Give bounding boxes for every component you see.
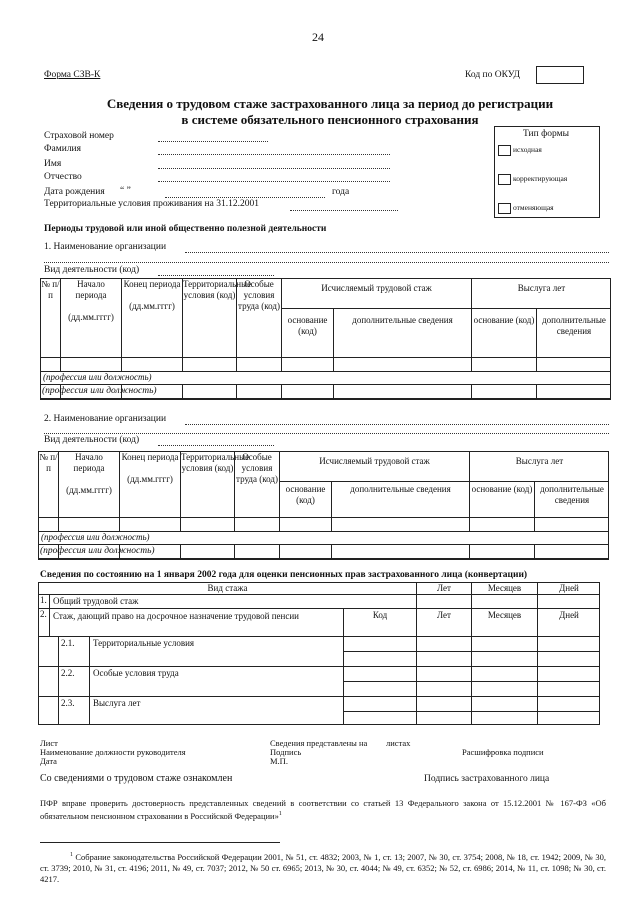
conv-col-code: Код [343, 608, 416, 636]
conv-row23-months-b [471, 711, 537, 725]
conv-row22-years [416, 666, 471, 681]
org2-activity-field[interactable] [158, 445, 274, 446]
conv-col-months: Месяцев [471, 582, 537, 594]
form-type-original-checkbox[interactable] [498, 145, 511, 156]
conv-row22-months [471, 666, 537, 681]
surname-field[interactable] [158, 154, 390, 155]
org1-activity-field[interactable] [158, 275, 274, 276]
conv-row22-code-b [343, 681, 416, 696]
periods-table-1 [40, 278, 611, 399]
conv-row21-code-b [343, 651, 416, 666]
territorial-label: Территориальные условия проживания на 31.12.2001 [44, 199, 259, 209]
profession-row-2b: (профессия или должность) [40, 546, 155, 556]
insurance-number-field[interactable] [158, 141, 268, 142]
conv-row22-days [537, 666, 600, 681]
conv-col-years: Лет [416, 582, 471, 594]
form-type-title: Тип формы [522, 129, 569, 139]
form-type-corrective-label: корректирующая [513, 174, 568, 183]
conv-row23-years [416, 696, 471, 711]
conv-col-days: Дней [537, 582, 600, 594]
col-special: Особые условия труда (код) [234, 451, 279, 517]
col-start: Начало периода (дд.мм.гггг) [60, 278, 121, 357]
col-calc-stazh: Исчисляемый трудовой стаж [279, 451, 469, 481]
profession-row-2: (профессия или должность) [42, 386, 157, 396]
conv-row2-days: Дней [537, 608, 600, 636]
conv-row23-days-b [537, 711, 600, 725]
date-label: Дата [40, 756, 57, 766]
birth-date-label: Дата рождения [44, 187, 105, 197]
form-type-cancel-label: отменяющая [513, 203, 554, 212]
conv-row21-years-b [416, 651, 471, 666]
conv-row22-months-b [471, 681, 537, 696]
form-code: Форма СЗВ-К [44, 70, 101, 80]
table-row [40, 357, 611, 371]
org1-activity-label: Вид деятельности (код) [44, 265, 140, 275]
conv-row22-blank [38, 666, 58, 696]
periods-table-2 [38, 451, 609, 559]
col-sen-additional: дополнительные сведения [534, 481, 609, 517]
conv-row22-days-b [537, 681, 600, 696]
okud-label: Код по ОКУД [465, 70, 521, 80]
name-field[interactable] [158, 168, 390, 169]
okud-input[interactable] [536, 66, 584, 84]
col-seniority: Выслуга лет [471, 278, 611, 308]
title-line-1: Сведения о трудовом стаже застрахованного лица за период до регистрации [106, 96, 554, 111]
form-type-corrective-checkbox[interactable] [498, 174, 511, 185]
conv-row2-num: 2. [38, 608, 49, 636]
col-num: № п/п [38, 451, 58, 517]
org2-activity-label: Вид деятельности (код) [44, 435, 140, 445]
org1-field[interactable] [185, 252, 609, 253]
conv-row23-months [471, 696, 537, 711]
pfr-text: ПФР вправе проверить достоверность представленных сведений в соответствии со статьей 13 Федерального закона от 15.12.2001 № 167-ФЗ «Об обязательном пенсионном страховании в Российской Федерации»$^1$ [40, 798, 606, 821]
acquainted-label: Со сведениями о трудовом стаже ознакомлен [40, 773, 233, 784]
insurance-number-label: Страховой номер [44, 131, 114, 141]
conv-row21-days [537, 636, 600, 651]
head-position-label: Наименование должности руководителя [40, 747, 186, 757]
conv-col-type: Вид стажа [38, 582, 416, 594]
table-row [38, 517, 609, 531]
conv-row2-years: Лет [416, 608, 471, 636]
sheets-label: листах [386, 738, 411, 748]
footnote: $^1$ Собрание законодательства Российской Федерации 2001, № 51, ст. 4832; 2003, № 1, ст. 13; 2007, № 30, ст. 3754; 2008, № 18, ст. 1942; 2009, № 30, ст. 3739; 2010, № 31, ст. 4196; 2011, № 49, ст. 7037; 2012, № 50 ст. 6965; 2013, № 30, ст. 4044; № 49, ст. 6352; № 52, ст. 6986; 2014, № 11, ст. 1098; № 30, ст. 4217. [40, 851, 606, 884]
conv-row1-months [471, 594, 537, 608]
col-territorial: Территориальные условия (код) [182, 278, 236, 357]
insured-signature-label: Подпись застрахованного лица [424, 774, 550, 784]
form-type-cancel-checkbox[interactable] [498, 203, 511, 214]
col-seniority: Выслуга лет [469, 451, 609, 481]
page-number: 24 [312, 30, 324, 44]
conv-row21-label: Территориальные условия [89, 636, 343, 666]
mp-label: М.П. [270, 756, 288, 766]
conv-row23-code-b [343, 711, 416, 725]
conv-row21-months-b [471, 651, 537, 666]
signature-label: Подпись [270, 747, 302, 757]
org2-label: 2. Наименование организации [44, 414, 167, 424]
periods-heading: Периоды трудовой или иной общественно полезной деятельности [44, 224, 327, 234]
col-territorial: Территориальные условия (код) [180, 451, 234, 517]
org2-field[interactable] [185, 424, 609, 425]
submitted-label: Сведения представлены на [270, 738, 368, 748]
col-sen-additional: дополнительные сведения [536, 308, 611, 357]
territorial-field[interactable] [290, 210, 398, 211]
title-line-2: в системе обязательного пенсионного страхования [181, 112, 479, 127]
form-type-original-label: исходная [513, 145, 542, 154]
decoding-label: Расшифровка подписи [462, 747, 544, 757]
col-calc-stazh: Исчисляемый трудовой стаж [281, 278, 471, 308]
conv-row1-num: 1. [38, 594, 49, 608]
profession-row: (профессия или должность) [40, 371, 611, 384]
col-num: № п/п [40, 278, 60, 357]
conv-row21-blank [38, 636, 58, 666]
conv-row22-num: 2.2. [58, 666, 89, 696]
conv-row1-label: Общий трудовой стаж [49, 594, 416, 608]
conversion-heading: Сведения по состоянию на 1 января 2002 года для оценки пенсионных прав застрахованного лица (конвертации) [40, 570, 528, 580]
conv-row23-years-b [416, 711, 471, 725]
org1-label: 1. Наименование организации [44, 242, 167, 252]
sheet-label: Лист [40, 738, 58, 748]
col-sen-basis: основание (код) [471, 308, 536, 357]
col-calc-additional: дополнительные сведения [333, 308, 471, 357]
conv-row2-months: Месяцев [471, 608, 537, 636]
conv-row21-code [343, 636, 416, 651]
conv-row1-years [416, 594, 471, 608]
surname-label: Фамилия [44, 144, 82, 154]
conv-row23-code [343, 696, 416, 711]
col-special: Особые условия труда (код) [236, 278, 281, 357]
conv-row22-years-b [416, 681, 471, 696]
conv-row23-label: Выслуга лет [89, 696, 343, 725]
org2-field-line2[interactable] [44, 433, 609, 434]
col-start: Начало периода (дд.мм.гггг) [58, 451, 119, 517]
conv-row21-months [471, 636, 537, 651]
col-end: Конец периода (дд.мм.гггг) [121, 278, 182, 357]
conv-row23-blank [38, 696, 58, 725]
conv-row23-num: 2.3. [58, 696, 89, 725]
birth-day-quote: “ ” [120, 186, 131, 196]
col-sen-basis: основание (код) [469, 481, 534, 517]
conv-row22-label: Особые условия труда [89, 666, 343, 696]
conv-row21-days-b [537, 651, 600, 666]
conv-row21-num: 2.1. [58, 636, 89, 666]
conv-row21-years [416, 636, 471, 651]
name-label: Имя [44, 159, 62, 169]
col-calc-basis: основание (код) [281, 308, 333, 357]
conversion-table [38, 582, 600, 725]
org1-field-line2[interactable] [44, 262, 609, 263]
conv-row2-label: Стаж, дающий право на досрочное назначение трудовой пенсии [49, 608, 343, 636]
col-calc-additional: дополнительные сведения [331, 481, 469, 517]
conv-row23-days [537, 696, 600, 711]
col-calc-basis: основание (код) [279, 481, 331, 517]
conv-row22-code [343, 666, 416, 681]
year-suffix: года [332, 187, 350, 197]
birth-date-field[interactable] [165, 197, 325, 198]
patronymic-label: Отчество [44, 172, 82, 182]
patronymic-field[interactable] [158, 181, 390, 182]
col-end: Конец периода (дд.мм.гггг) [119, 451, 180, 517]
conv-row1-days [537, 594, 600, 608]
profession-row: (профессия или должность) [38, 531, 609, 544]
footnote-divider [40, 842, 280, 843]
